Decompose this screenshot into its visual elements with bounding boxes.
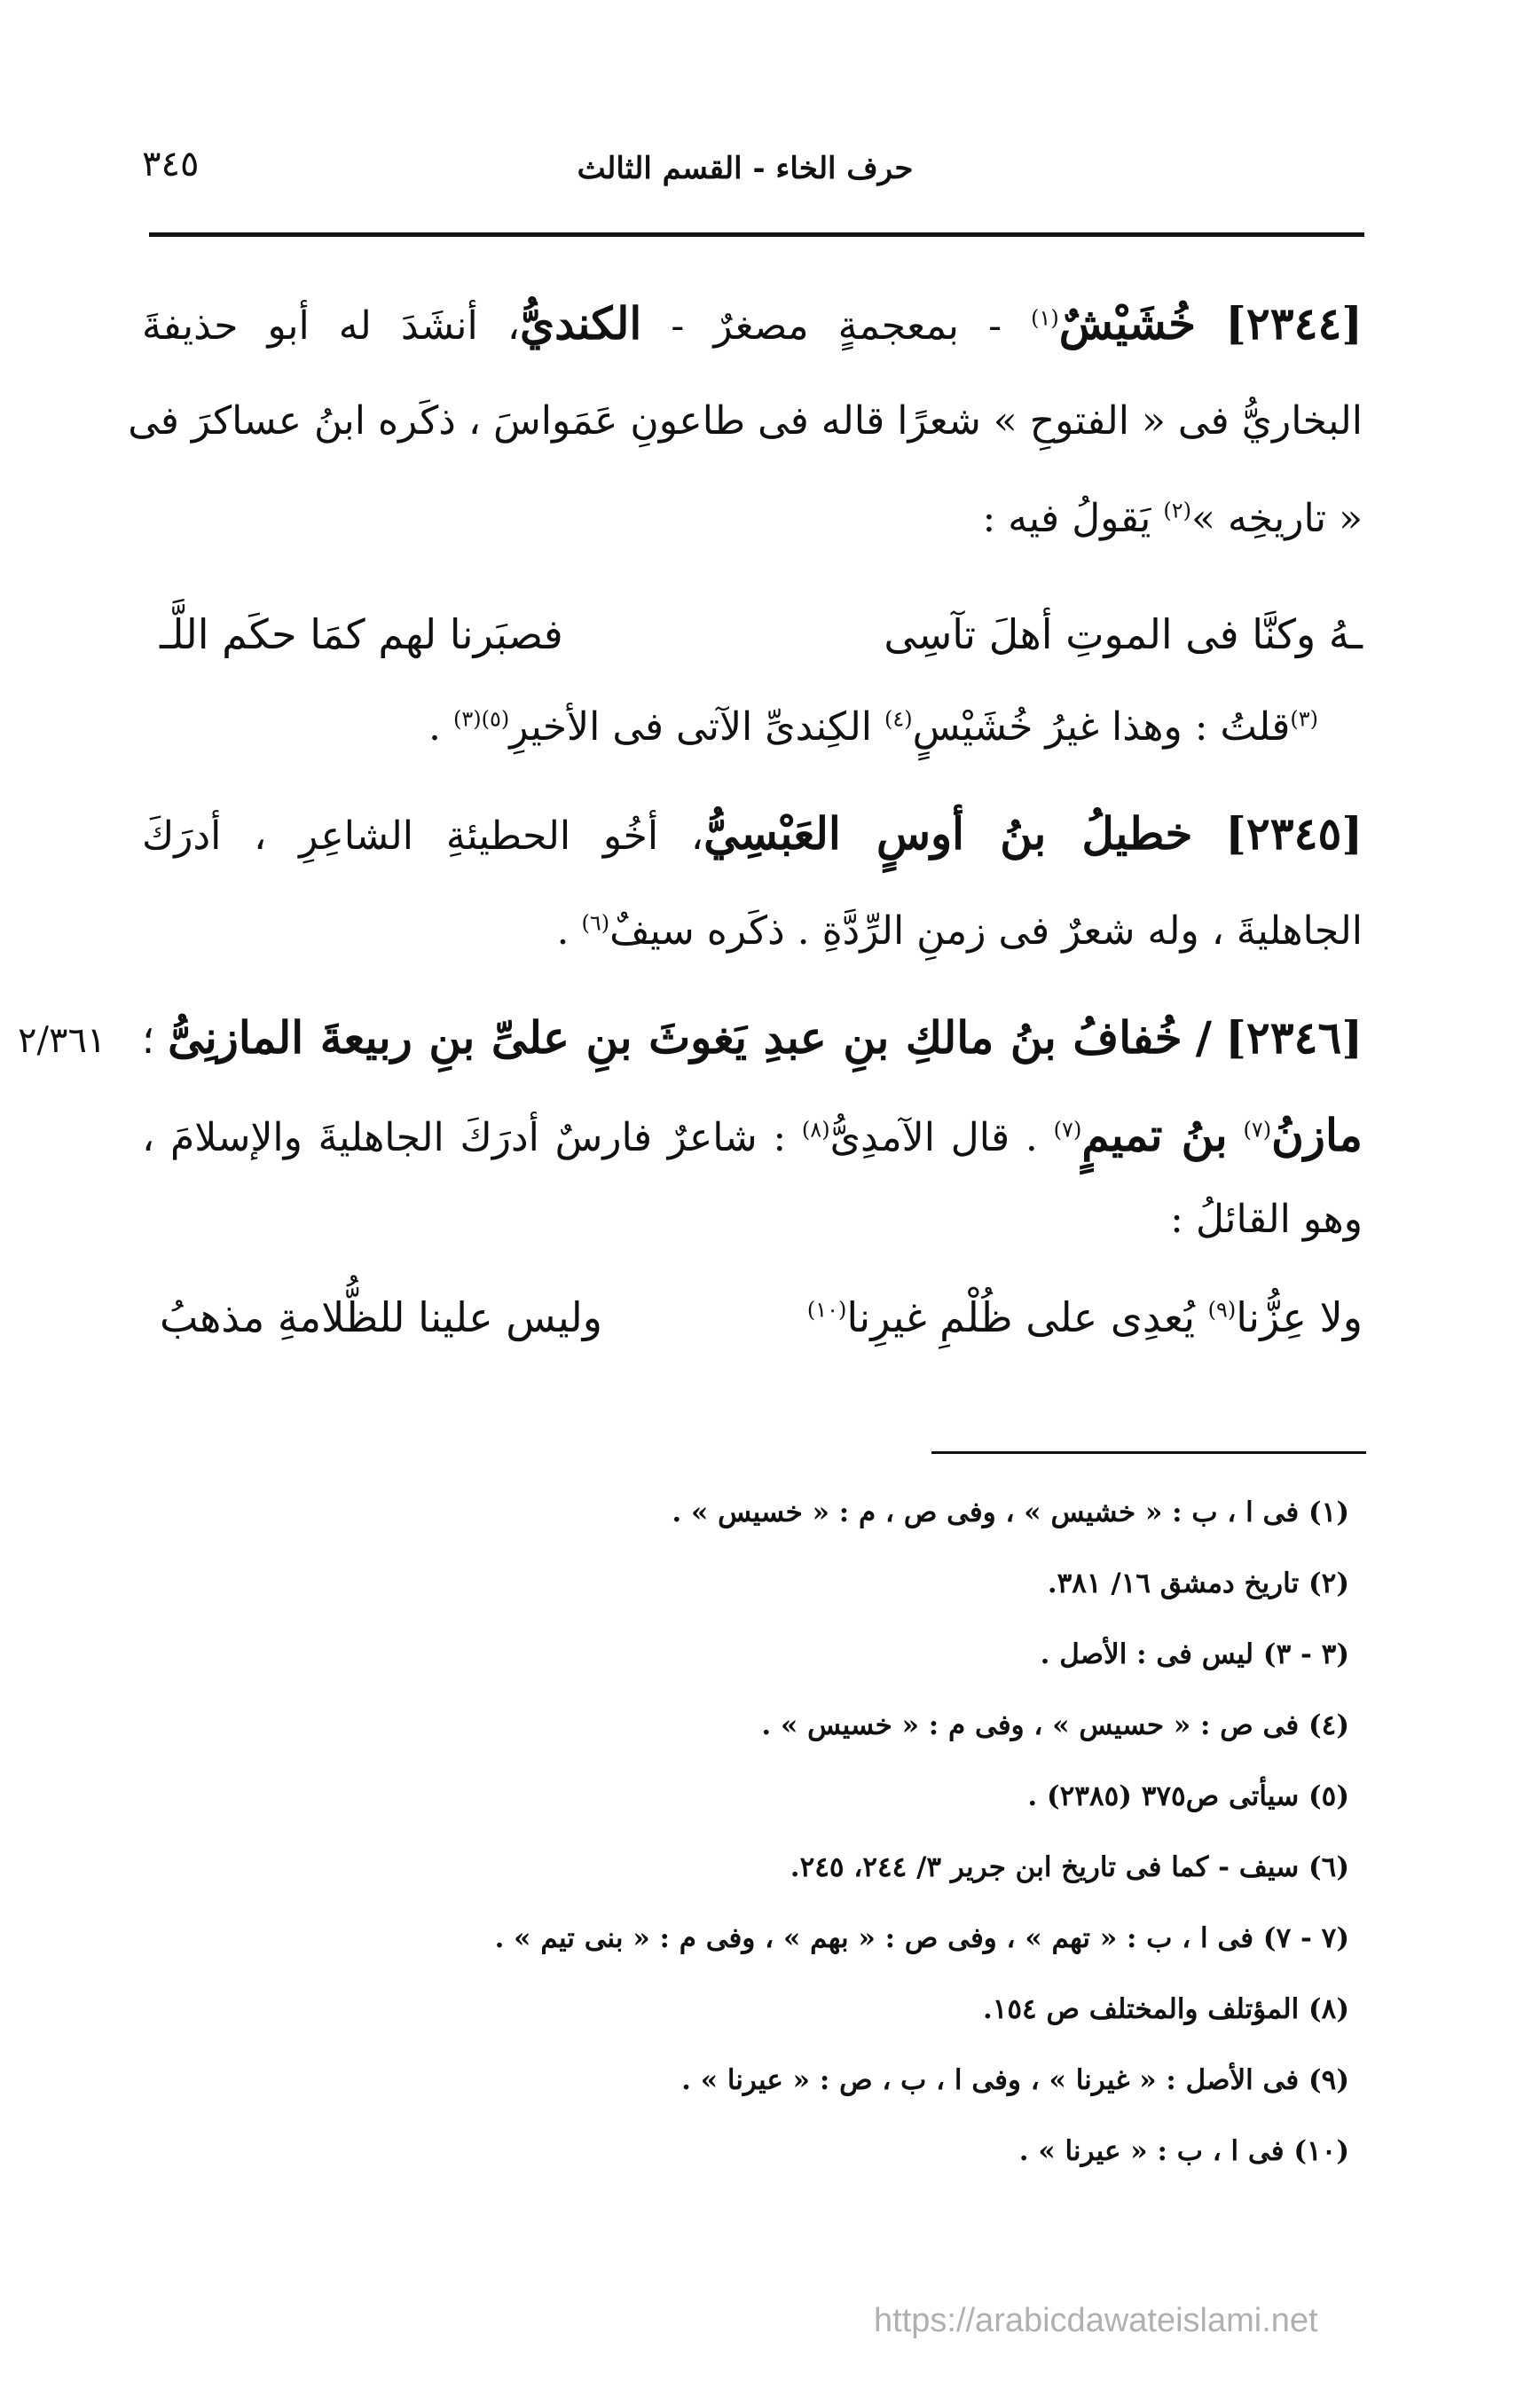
entry-2346-line-1	[142, 1011, 1363, 1067]
footnote-ref: (٤)	[884, 706, 913, 732]
footnote-10: (١٠) فى ا ، ب : « عيرنا » .	[1018, 2135, 1349, 2167]
verse-hemistich-2: وليس علينا للظُّلامةِ مذهبُ	[160, 1293, 603, 1341]
footnote-2: (٢) تاريخ دمشق ١٦/ ٣٨١.	[1047, 1567, 1349, 1599]
verse-hemistich-1	[807, 1291, 1363, 1344]
footnote-ref: (٧)	[1053, 1117, 1082, 1143]
entry-2346-line-2	[142, 1109, 1363, 1165]
entry-2344-line-2: البخاريُّ فى « الفتوحِ » شعرًا قاله فى طاعونِ عَمَواسَ ، ذكَره ابنُ عساكرَ فى	[128, 398, 1363, 444]
footnote-1: (١) فى ا ، ب : « خشيس » ، وفى ص ، م : « خسيس » .	[672, 1497, 1349, 1528]
footnote-ref: (٢)	[1163, 498, 1192, 523]
entry-number: [٢٣٤٥]	[1225, 807, 1363, 860]
footnote-ref: (٨)	[801, 1117, 830, 1143]
entry-2344-line-1	[142, 297, 1363, 353]
entry-name: خطيلُ بنُ أوسٍ العَبْسِيُّ	[703, 807, 1193, 860]
verse-hemistich-2: فصبَرنا لهم كمَا حكَم اللَّـ	[160, 610, 563, 658]
entry-2346-line-3: وهو القائلُ :	[1170, 1197, 1363, 1242]
entry-text: ، أنشَدَ له أبو حذيفةَ	[142, 303, 521, 349]
footnote-ref: (٥)(٣)	[453, 706, 510, 732]
entry-2345-line-1	[142, 807, 1363, 863]
entry-text: قلتُ : وهذا غيرُ خُشَيْسٍ	[912, 704, 1291, 750]
entry-2344-line-3	[142, 492, 1363, 546]
entry-nisba: الكنديُّ	[520, 297, 642, 350]
entry-number: [٢٣٤٦]	[1225, 1011, 1363, 1064]
entry-text: ؛	[142, 1017, 154, 1063]
entry-text: يَقولُ فيه :	[982, 496, 1151, 541]
verse-text: ولا عِزُّنا	[1236, 1293, 1363, 1341]
entry-name: بنُ تميمٍ	[1081, 1109, 1228, 1161]
margin-reference: ٢/٣٦١	[18, 1020, 106, 1061]
entry-name: مازنُ	[1271, 1109, 1363, 1161]
entry-name: خُشَيْشٌ	[1058, 297, 1197, 350]
footnote-7: (٧ - ٧) فى ا ، ب : « تهم » ، وفى ص : « بهم » ، وفى م : « بنى تيم » .	[494, 1922, 1349, 1954]
verse-hemistich-1: ـهُ وكنَّا فى الموتِ أهلَ تآسِى	[884, 610, 1363, 658]
footnote-ref: (٣)	[1290, 706, 1318, 732]
entry-text: : شاعرٌ فارسٌ أدرَكَ الجاهليةَ والإسلامَ ،	[142, 1115, 787, 1160]
entry-name: خُفافُ بنُ مالكِ بنِ عبدِ يَغوثَ بنِ علىِّ بنِ ربيعةَ المازنِىُّ	[168, 1011, 1182, 1064]
entry-2345-line-2	[142, 905, 1363, 958]
entry-text: الجاهليةَ ، وله شعرٌ فى زمنِ الرِّدَّةِ . ذكَره سيفٌ	[609, 908, 1363, 954]
verse-text: يُعدِى على ظُلْمِ غيرِنا	[846, 1293, 1196, 1341]
entry-text: « تاريخِه »	[1191, 496, 1363, 541]
footnote-ref: (٦)	[581, 910, 610, 936]
footnote-8: (٨) المؤتلف والمختلف ص ١٥٤.	[982, 1993, 1349, 2025]
footnote-6: (٦) سيف - كما فى تاريخ ابن جرير ٣/ ٢٤٤، ٢٤٥.	[790, 1851, 1349, 1883]
footnote-ref: (٧)	[1243, 1117, 1272, 1143]
header-rule	[149, 232, 1364, 237]
footnote-rule	[931, 1451, 1366, 1454]
entry-text: - بمعجمةٍ مصغرٌ -	[671, 303, 1002, 349]
entry-text: . قال الآمدِىُّ	[829, 1115, 1038, 1160]
running-header: حرف الخاء - القسم الثالث	[577, 151, 914, 186]
footnote-9: (٩) فى الأصل : « غيرنا » ، وفى ا ، ب ، ص : « عيرنا » .	[681, 2064, 1349, 2096]
footnote-ref: (٩)	[1207, 1297, 1237, 1323]
entry-2344-note	[142, 701, 1318, 754]
footnote-3: (٣ - ٣) ليس فى : الأصل .	[1040, 1638, 1349, 1670]
footnote-4: (٤) فى ص : « حسيس » ، وفى م : « خسيس » .	[761, 1709, 1349, 1741]
entry-text: .	[428, 704, 441, 750]
footnote-ref: (١)	[1031, 305, 1059, 331]
entry-number: [٢٣٤٤]	[1225, 297, 1363, 350]
footnote-ref: (١٠)	[806, 1297, 847, 1323]
entry-text: ، أخُو الحطيئةِ الشاعِرِ ، أدرَكَ	[142, 813, 704, 859]
footnote-5: (٥) سيأتى ص٣٧٥ (٢٣٨٥) .	[1027, 1780, 1349, 1812]
source-watermark: https://arabicdawateislami.net	[874, 2302, 1318, 2339]
page-number: ٣٤٥	[142, 144, 200, 185]
entry-text: الكِندىِّ الآتى فى الأخيرِ	[509, 704, 872, 750]
entry-text: .	[556, 908, 570, 954]
page-break-slash: /	[1195, 1011, 1213, 1064]
